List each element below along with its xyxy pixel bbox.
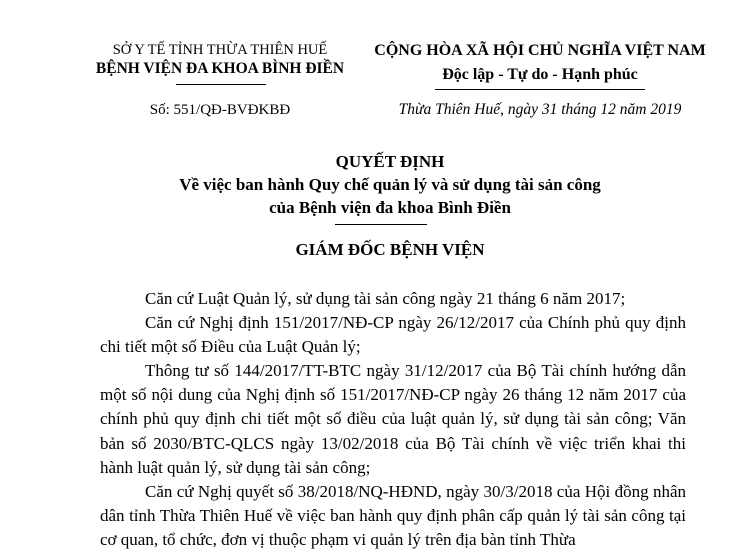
legal-basis-paragraph: Căn cứ Luật Quản lý, sử dụng tài sản công ngày 21 tháng 6 năm 2017; (145, 289, 626, 308)
header-left-underline (176, 84, 266, 85)
ministry-name: SỞ Y TẾ TỈNH THỪA THIÊN HUẾ (112, 42, 328, 58)
header-right-underline (435, 89, 645, 90)
country-name: CỘNG HÒA XÃ HỘI CHỦ NGHĨA VIỆT NAM (374, 42, 706, 59)
place-and-date: Thừa Thiên Huế, ngày 31 tháng 12 năm 2019 (398, 101, 682, 118)
document-number: Số: 551/QĐ-BVĐKBĐ (149, 102, 291, 118)
subject-underline (335, 224, 427, 225)
decision-subject-line1: Về việc ban hành Quy chế quản lý và sử dụng tài sản công (179, 175, 601, 194)
issuing-authority: GIÁM ĐỐC BỆNH VIỆN (295, 240, 485, 259)
legal-basis-paragraph: Thông tư số 144/2017/TT-BTC ngày 31/12/2017 của Bộ Tài chính hướng dẫn một số nội dung của Nghị định số 151/2017/NĐ-CP ngày 26 tháng 12 năm 2017 của chính phủ quy định chi tiết một số điều của luật quản lý, sử dụng tài sản công; Văn bản số 2030/BTC-QLCS ngày 13/02/2018 của Bộ Tài chính về việc triển khai thi hành luật quản lý, sử dụng tài sản công; (100, 361, 686, 477)
hospital-name: BỆNH VIỆN ĐA KHOA BÌNH ĐIỀN (95, 60, 345, 77)
legal-basis-paragraph: Căn cứ Nghị định 151/2017/NĐ-CP ngày 26/12/2017 của Chính phủ quy định chi tiết một số Điều của Luật Quản lý; (100, 313, 686, 357)
national-motto: Độc lập - Tự do - Hạnh phúc (442, 66, 638, 83)
decision-subject-line2: của Bệnh viện đa khoa Bình Điền (269, 198, 511, 217)
decision-title: QUYẾT ĐỊNH (335, 152, 445, 171)
legal-basis-paragraph: Căn cứ Nghị quyết số 38/2018/NQ-HĐND, ngày 30/3/2018 của Hội đồng nhân dân tỉnh Thừa Thiên Huế về việc ban hành quy định phân cấp quản lý tài sản công tại cơ quan, tổ chức, đơn vị thuộc phạm vi quản lý trên địa bàn tỉnh Thừa (100, 482, 686, 550)
